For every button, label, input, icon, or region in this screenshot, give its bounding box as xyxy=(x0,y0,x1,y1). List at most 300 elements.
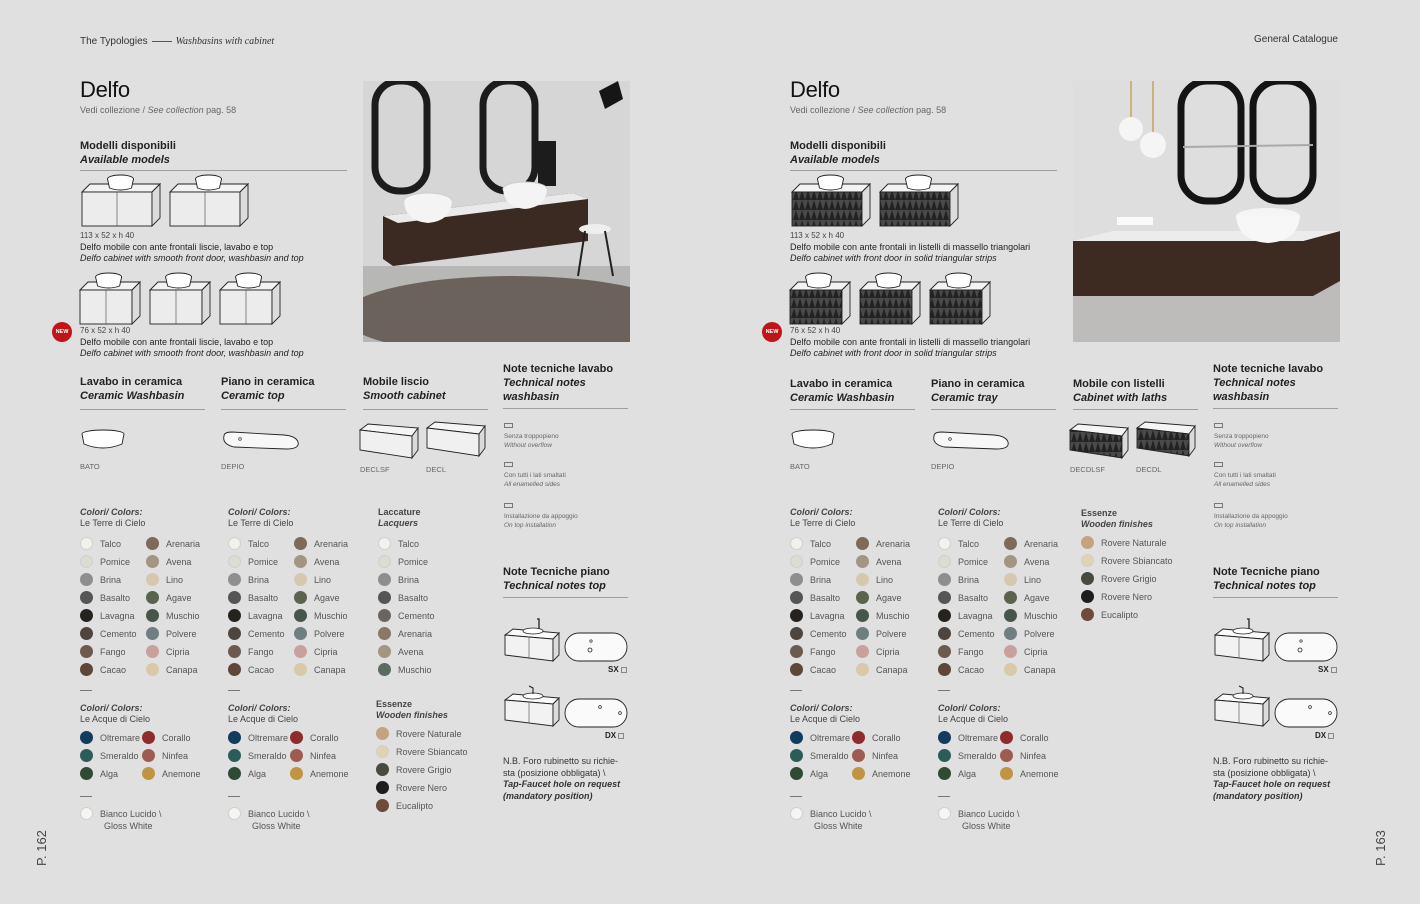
code-label: DECL xyxy=(426,465,447,474)
color-dot xyxy=(378,591,391,604)
color-swatch xyxy=(1081,573,1157,585)
code-label: BATO xyxy=(80,462,100,471)
washbasin-drawing xyxy=(80,428,130,458)
color-swatch xyxy=(80,750,139,762)
color-swatch xyxy=(378,538,419,550)
color-name: Talco xyxy=(958,539,980,549)
color-name: Talco xyxy=(398,539,420,549)
color-swatch xyxy=(378,574,419,586)
color-name: Alga xyxy=(248,769,267,779)
color-swatch xyxy=(938,574,979,586)
color-dot xyxy=(80,609,93,622)
color-swatch xyxy=(1000,768,1059,780)
notes-top-heading: Note Tecniche piano Technical notes top xyxy=(1213,566,1320,592)
product-photo xyxy=(1073,81,1340,342)
color-dot xyxy=(1004,537,1017,550)
color-name: Agave xyxy=(876,593,902,603)
color-dot xyxy=(378,645,391,658)
color-dot xyxy=(80,807,93,820)
color-dot xyxy=(80,537,93,550)
color-swatch xyxy=(1004,574,1041,586)
color-dot xyxy=(376,745,389,758)
color-name: Bianco Lucido \ xyxy=(248,809,310,819)
color-name: Ninfea xyxy=(872,751,899,761)
photo-frame xyxy=(363,81,630,342)
color-name: Polvere xyxy=(1024,629,1055,639)
colors-heading: Colori/ Colors: Le Acque di Cielo xyxy=(80,703,151,724)
color-name: Brina xyxy=(398,575,420,585)
color-swatch xyxy=(856,628,907,640)
color-dot xyxy=(790,645,803,658)
color-swatch xyxy=(80,664,126,676)
color-dot xyxy=(80,731,93,744)
color-name: Canapa xyxy=(166,665,198,675)
column-heading: Lavabo in ceramica Ceramic Washbasin xyxy=(790,378,895,404)
color-name: Cipria xyxy=(876,647,900,657)
technical-note: Installazione da appoggio On top installation xyxy=(1214,513,1288,529)
color-dot xyxy=(1004,627,1017,640)
color-dot xyxy=(146,645,159,658)
color-dot xyxy=(80,591,93,604)
color-dot xyxy=(938,555,951,568)
color-swatch xyxy=(856,538,910,550)
color-name: Bianco Lucido \ xyxy=(810,809,872,819)
color-name: Muschio xyxy=(166,611,200,621)
model-description: Delfo mobile con ante frontali liscie, lavabo e top xyxy=(80,242,274,252)
color-swatch xyxy=(1004,592,1050,604)
product-photo xyxy=(363,81,630,342)
color-swatch xyxy=(852,768,911,780)
color-swatch xyxy=(80,646,126,658)
color-dot xyxy=(1081,554,1094,567)
column-heading: Piano in ceramica Ceramic tray xyxy=(931,378,1025,404)
color-swatch xyxy=(294,610,348,622)
model-dimensions: 76 x 52 x h 40 xyxy=(790,326,841,335)
technical-note: Senza troppopieno Without overflow xyxy=(1214,433,1269,449)
color-swatch xyxy=(856,592,902,604)
color-dot xyxy=(1081,572,1094,585)
color-swatch xyxy=(790,768,828,780)
color-name: Eucalipto xyxy=(396,801,434,811)
color-swatch xyxy=(228,592,278,604)
color-swatch xyxy=(1000,750,1046,762)
cabinet-drawing xyxy=(1135,420,1199,460)
note-icon xyxy=(504,503,513,508)
color-name: Ninfea xyxy=(162,751,189,761)
color-dot xyxy=(142,767,155,780)
color-name: Basalto xyxy=(398,593,429,603)
color-name: Alga xyxy=(958,769,977,779)
color-swatch xyxy=(228,556,278,568)
color-name: Oltremare xyxy=(100,733,141,743)
color-name: Anemone xyxy=(1020,769,1059,779)
color-swatch xyxy=(80,628,137,640)
color-swatch xyxy=(938,646,984,658)
color-name: Anemone xyxy=(310,769,349,779)
color-name: Agave xyxy=(1024,593,1050,603)
color-dot xyxy=(142,731,155,744)
color-swatch xyxy=(938,538,979,550)
color-swatch xyxy=(852,732,901,744)
header-rule xyxy=(152,41,172,42)
new-badge: NEW xyxy=(52,322,72,342)
color-dot xyxy=(80,555,93,568)
top-plan-drawing xyxy=(1274,630,1340,664)
color-swatch xyxy=(1004,664,1056,676)
color-dot xyxy=(790,609,803,622)
running-header-right: General Catalogue xyxy=(1254,34,1338,45)
note-icon xyxy=(504,423,513,428)
color-dot xyxy=(80,749,93,762)
color-name: Cipria xyxy=(166,647,190,657)
color-name: Lavagna xyxy=(958,611,993,621)
cabinet-side-drawing xyxy=(503,615,563,663)
color-swatch xyxy=(938,628,995,640)
color-dot xyxy=(856,609,869,622)
color-swatch xyxy=(790,592,840,604)
color-swatch xyxy=(228,610,283,622)
color-name: Basalto xyxy=(958,593,989,603)
color-name: Rovere Naturale xyxy=(396,729,462,739)
cabinet-drawing xyxy=(1068,422,1132,462)
color-swatch xyxy=(378,664,432,676)
column-heading: Mobile liscio Smooth cabinet xyxy=(363,376,446,402)
color-dot xyxy=(790,767,803,780)
code-label: DEPIO xyxy=(931,462,955,471)
color-dot xyxy=(146,663,159,676)
color-name: Cemento xyxy=(100,629,137,639)
color-name: Smeraldo xyxy=(810,751,849,761)
color-dot xyxy=(852,749,865,762)
color-name: Bianco Lucido \ xyxy=(958,809,1020,819)
color-swatch xyxy=(228,538,269,550)
color-swatch xyxy=(378,610,435,622)
colors-heading: Colori/ Colors: Le Terre di Cielo xyxy=(228,507,294,528)
color-swatch xyxy=(790,556,840,568)
color-dot xyxy=(1081,590,1094,603)
color-dot xyxy=(290,767,303,780)
color-name: Lino xyxy=(1024,575,1042,585)
color-swatch xyxy=(228,646,274,658)
divider xyxy=(503,597,628,598)
color-swatch xyxy=(80,808,162,820)
code-label: DECDL xyxy=(1136,465,1162,474)
color-dot xyxy=(1000,767,1013,780)
color-name: Fango xyxy=(248,647,274,657)
column-heading: Lavabo in ceramica Ceramic Washbasin xyxy=(80,376,185,402)
color-swatch xyxy=(378,556,428,568)
note-icon xyxy=(1214,423,1223,428)
color-name: Cemento xyxy=(958,629,995,639)
color-name: Avena xyxy=(314,557,340,567)
colors-heading: Colori/ Colors: Le Terre di Cielo xyxy=(790,507,856,528)
color-swatch xyxy=(290,750,336,762)
color-dot xyxy=(294,663,307,676)
color-swatch xyxy=(938,664,984,676)
color-name: Anemone xyxy=(872,769,911,779)
color-dot xyxy=(378,663,391,676)
color-name: Arenaria xyxy=(876,539,911,549)
color-name: Pomice xyxy=(100,557,131,567)
color-dot xyxy=(294,609,307,622)
code-label: BATO xyxy=(790,462,810,471)
color-dot xyxy=(228,591,241,604)
color-swatch xyxy=(790,750,849,762)
color-name: Arenaria xyxy=(1024,539,1059,549)
divider xyxy=(228,796,240,797)
color-name: Rovere Sbiancato xyxy=(1101,556,1173,566)
color-swatch xyxy=(790,574,831,586)
color-name: Eucalipto xyxy=(1101,610,1139,620)
color-dot xyxy=(228,731,241,744)
color-dot xyxy=(1081,608,1094,621)
color-swatch xyxy=(1081,537,1167,549)
color-name: Rovere Grigio xyxy=(396,765,452,775)
color-dot xyxy=(790,555,803,568)
color-name: Avena xyxy=(398,647,424,657)
color-dot xyxy=(1004,645,1017,658)
cabinet-side-drawing xyxy=(1213,615,1273,663)
color-swatch xyxy=(146,574,183,586)
color-name: Oltremare xyxy=(810,733,851,743)
technical-note: Senza troppopieno Without overflow xyxy=(504,433,559,449)
color-dot xyxy=(790,627,803,640)
color-dot xyxy=(80,573,93,586)
nb-note: N.B. Foro rubinetto su richie- sta (posizione obbligata) \ Tap-Faucet hole on request (mandatory position) xyxy=(503,756,621,801)
color-name: Avena xyxy=(1024,557,1050,567)
color-dot xyxy=(1004,591,1017,604)
color-swatch xyxy=(1081,555,1173,567)
model-description-en: Delfo cabinet with smooth front door, washbasin and top xyxy=(80,253,304,263)
color-dot xyxy=(378,555,391,568)
color-name: Basalto xyxy=(100,593,131,603)
model-description-en: Delfo cabinet with front door in solid triangular strips xyxy=(790,253,997,263)
cabinet-drawing xyxy=(425,420,489,460)
divider xyxy=(228,690,240,691)
colors-heading: Colori/ Colors: Le Acque di Cielo xyxy=(938,703,1009,724)
column-heading: Note tecniche lavabo Technical notes washbasin xyxy=(503,363,614,403)
color-dot xyxy=(1004,609,1017,622)
color-name: Arenaria xyxy=(166,539,201,549)
color-swatch xyxy=(938,556,988,568)
color-dot xyxy=(938,663,951,676)
top-plan-drawing xyxy=(564,696,630,730)
color-name: Avena xyxy=(876,557,902,567)
color-dot xyxy=(228,609,241,622)
color-swatch xyxy=(228,628,285,640)
see-collection: Vedi collezione / See collection pag. 58 xyxy=(80,105,237,115)
see-collection: Vedi collezione / See collection pag. 58 xyxy=(790,105,947,115)
divider xyxy=(503,408,628,409)
column-heading: Mobile con listelli Cabinet with laths xyxy=(1073,378,1168,404)
cabinet-side-drawing xyxy=(1213,680,1273,728)
color-swatch xyxy=(294,664,346,676)
color-dot xyxy=(294,591,307,604)
color-dot xyxy=(376,763,389,776)
color-name: Agave xyxy=(314,593,340,603)
color-dot xyxy=(856,591,869,604)
model-dimensions: 113 x 52 x h 40 xyxy=(80,231,135,240)
color-dot xyxy=(1004,573,1017,586)
color-dot xyxy=(938,807,951,820)
color-name: Pomice xyxy=(398,557,429,567)
color-dot xyxy=(938,731,951,744)
color-name: Rovere Naturale xyxy=(1101,538,1167,548)
tray-drawing xyxy=(930,428,1012,454)
sx-label: SX xyxy=(1318,665,1337,674)
washbasin-drawing xyxy=(790,428,840,458)
color-dot xyxy=(146,609,159,622)
dx-label: DX xyxy=(605,731,624,740)
cabinet-side-drawing xyxy=(503,680,563,728)
dx-label: DX xyxy=(1315,731,1334,740)
divider xyxy=(221,409,346,410)
color-dot xyxy=(856,573,869,586)
color-name: Cipria xyxy=(1024,647,1048,657)
color-name: Polvere xyxy=(314,629,345,639)
color-name: Avena xyxy=(166,557,192,567)
divider xyxy=(363,409,488,410)
nb-note: N.B. Foro rubinetto su richie- sta (posizione obbligata) \ Tap-Faucet hole on request (mandatory position) xyxy=(1213,756,1331,801)
color-name: Brina xyxy=(100,575,122,585)
color-name: Muschio xyxy=(876,611,910,621)
color-name: Alga xyxy=(810,769,829,779)
color-swatch xyxy=(142,750,188,762)
color-swatch xyxy=(146,628,197,640)
wood-heading: Essenze Wooden finishes xyxy=(1081,508,1153,529)
color-name: Muschio xyxy=(1024,611,1058,621)
color-dot xyxy=(376,727,389,740)
color-swatch xyxy=(146,610,200,622)
color-swatch xyxy=(228,750,287,762)
color-swatch xyxy=(1004,556,1049,568)
color-swatch xyxy=(290,768,349,780)
color-name: Cemento xyxy=(398,611,435,621)
color-swatch xyxy=(228,574,269,586)
color-swatch xyxy=(856,574,893,586)
color-swatch xyxy=(376,764,452,776)
color-name: Fango xyxy=(958,647,984,657)
color-dot xyxy=(378,537,391,550)
color-dot xyxy=(290,731,303,744)
color-dot xyxy=(1004,663,1017,676)
color-dot xyxy=(228,767,241,780)
color-swatch xyxy=(1004,610,1058,622)
notes-top-heading: Note Tecniche piano Technical notes top xyxy=(503,566,610,592)
color-swatch xyxy=(1004,646,1048,658)
colors-heading: Colori/ Colors: Le Terre di Cielo xyxy=(80,507,146,528)
color-dot xyxy=(790,663,803,676)
color-swatch xyxy=(938,808,1020,820)
color-dot xyxy=(294,573,307,586)
color-swatch xyxy=(146,538,200,550)
model-dimensions: 113 x 52 x h 40 xyxy=(790,231,845,240)
color-dot xyxy=(1000,749,1013,762)
color-name: Smeraldo xyxy=(248,751,287,761)
color-swatch xyxy=(80,732,140,744)
color-dot xyxy=(228,573,241,586)
tray-drawing xyxy=(220,428,302,454)
new-badge: NEW xyxy=(762,322,782,342)
color-name: Anemone xyxy=(162,769,201,779)
color-name: Cemento xyxy=(248,629,285,639)
color-name: Fango xyxy=(810,647,836,657)
color-name: Polvere xyxy=(166,629,197,639)
divider xyxy=(790,796,802,797)
color-swatch xyxy=(938,592,988,604)
color-name: Alga xyxy=(100,769,119,779)
color-name: Corallo xyxy=(1020,733,1049,743)
color-dot xyxy=(852,767,865,780)
color-dot xyxy=(790,573,803,586)
color-name-en: Gloss White xyxy=(104,821,153,831)
divider xyxy=(80,690,92,691)
color-swatch xyxy=(80,592,130,604)
color-name: Basalto xyxy=(810,593,841,603)
technical-note: Con tutti i lati smaltati All enamelled sides xyxy=(1214,472,1276,488)
color-name: Rovere Nero xyxy=(1101,592,1153,602)
model-drawing xyxy=(80,170,330,230)
color-dot xyxy=(376,799,389,812)
color-dot xyxy=(1000,731,1013,744)
color-name-en: Gloss White xyxy=(252,821,301,831)
model-description: Delfo mobile con ante frontali liscie, lavabo e top xyxy=(80,337,274,347)
model-description: Delfo mobile con ante frontali in listelli di massello triangolari xyxy=(790,242,1031,252)
divider xyxy=(1213,597,1338,598)
color-swatch xyxy=(790,538,831,550)
color-swatch xyxy=(938,610,993,622)
color-swatch xyxy=(378,646,423,658)
color-swatch xyxy=(146,556,191,568)
color-dot xyxy=(142,749,155,762)
color-swatch xyxy=(938,732,998,744)
color-dot xyxy=(790,731,803,744)
color-swatch xyxy=(228,768,266,780)
note-icon xyxy=(1214,503,1223,508)
color-swatch xyxy=(80,574,121,586)
color-name: Lavagna xyxy=(810,611,845,621)
color-name: Talco xyxy=(100,539,122,549)
color-dot xyxy=(146,573,159,586)
color-swatch xyxy=(376,728,462,740)
color-dot xyxy=(856,663,869,676)
top-plan-drawing xyxy=(1274,696,1340,730)
color-name: Talco xyxy=(810,539,832,549)
color-dot xyxy=(146,591,159,604)
color-swatch xyxy=(376,800,433,812)
models-heading: Modelli disponibili Available models xyxy=(790,140,886,166)
color-swatch xyxy=(1081,591,1152,603)
model-description-en: Delfo cabinet with smooth front door, washbasin and top xyxy=(80,348,304,358)
color-name: Lino xyxy=(314,575,332,585)
color-name-en: Gloss White xyxy=(814,821,863,831)
color-swatch xyxy=(294,646,338,658)
color-dot xyxy=(790,807,803,820)
colors-heading: Colori/ Colors: Le Acque di Cielo xyxy=(228,703,299,724)
color-dot xyxy=(80,627,93,640)
color-swatch xyxy=(146,664,198,676)
color-swatch xyxy=(790,628,847,640)
color-swatch xyxy=(1004,628,1055,640)
color-dot xyxy=(80,645,93,658)
color-dot xyxy=(856,555,869,568)
colors-heading: Colori/ Colors: Le Terre di Cielo xyxy=(938,507,1004,528)
color-name: Lavagna xyxy=(100,611,135,621)
color-name: Brina xyxy=(958,575,980,585)
color-swatch xyxy=(790,664,836,676)
color-dot xyxy=(938,591,951,604)
color-dot xyxy=(790,749,803,762)
